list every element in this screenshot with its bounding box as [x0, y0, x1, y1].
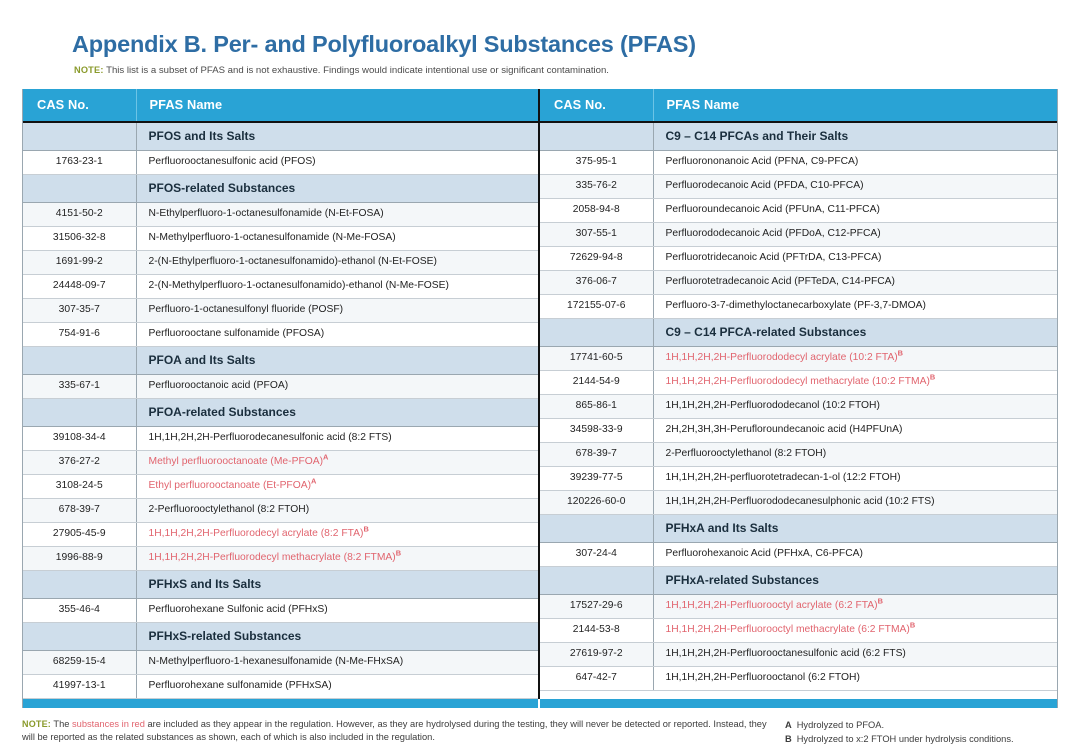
- cell-cas-number: [540, 514, 653, 542]
- footnote-a-text: Hydrolyzed to PFOA.: [796, 719, 885, 730]
- footnote-a: [785, 718, 1058, 732]
- table-row: [540, 418, 1057, 442]
- cell-cas-number: 335-67-1: [23, 374, 136, 398]
- cell-cas-number: 68259-15-4: [23, 650, 136, 674]
- pfas-table-left: [23, 89, 538, 699]
- cell-section-title: C9 – C14 PFCA-related Substances: [653, 318, 1057, 346]
- cell-cas-number: [23, 570, 136, 598]
- footnote-marker: B: [909, 620, 916, 630]
- cell-cas-number: 2058-94-8: [540, 198, 653, 222]
- footer-note-red-phrase: substances in red: [72, 718, 145, 729]
- cell-pfas-name: Perfluorooctanoic acid (PFOA): [136, 374, 538, 398]
- table-row: [23, 546, 538, 570]
- table-row: [23, 598, 538, 622]
- cell-pfas-name: 1H,1H,2H,2H-Perfluorododecyl acrylate (10:2 FTA)$^B$: [653, 346, 1057, 370]
- table-body-right: [540, 122, 1057, 691]
- cell-cas-number: [540, 122, 653, 151]
- section-header-row: [23, 174, 538, 202]
- table-row: [23, 322, 538, 346]
- table-row: [540, 174, 1057, 198]
- cell-pfas-name: 2-Perfluorooctylethanol (8:2 FTOH): [653, 442, 1057, 466]
- table-row: [23, 450, 538, 474]
- cell-pfas-name: 1H,1H,2H,2H-Perfluorodecyl methacrylate (8:2 FTMA)$^B$: [136, 546, 538, 570]
- table-row: [23, 250, 538, 274]
- cell-cas-number: 34598-33-9: [540, 418, 653, 442]
- section-header-row: [540, 318, 1057, 346]
- section-header-row: [540, 514, 1057, 542]
- cell-cas-number: 375-95-1: [540, 150, 653, 174]
- cell-cas-number: 307-24-4: [540, 542, 653, 566]
- cell-cas-number: 2144-54-9: [540, 370, 653, 394]
- cell-cas-number: 3108-24-5: [23, 474, 136, 498]
- cell-pfas-name: Ethyl perfluorooctanoate (Et-PFOA)$^A$: [136, 474, 538, 498]
- section-header-row: [23, 398, 538, 426]
- cell-pfas-name: Perfluorotridecanoic Acid (PFTrDA, C13-PFCA): [653, 246, 1057, 270]
- footnote-b-key: B: [785, 734, 792, 745]
- cell-pfas-name: Perfluorooctane sulfonamide (PFOSA): [136, 322, 538, 346]
- cell-cas-number: 39239-77-5: [540, 466, 653, 490]
- cell-cas-number: 39108-34-4: [23, 426, 136, 450]
- cell-pfas-name: 2-Perfluorooctylethanol (8:2 FTOH): [136, 498, 538, 522]
- footer: [22, 718, 1058, 746]
- cell-pfas-name: Perfluoro-1-octanesulfonyl fluoride (POSF): [136, 298, 538, 322]
- table-row: [540, 394, 1057, 418]
- cell-cas-number: 307-35-7: [23, 298, 136, 322]
- table-row: [540, 594, 1057, 618]
- cell-pfas-name: Perfluorododecanoic Acid (PFDoA, C12-PFCA): [653, 222, 1057, 246]
- cell-section-title: PFHxS-related Substances: [136, 622, 538, 650]
- cell-pfas-name: 2H,2H,3H,3H-Perufloroundecanoic acid (H4PFUnA): [653, 418, 1057, 442]
- column-header-cas: CAS No.: [540, 89, 653, 122]
- cell-cas-number: 1691-99-2: [23, 250, 136, 274]
- section-header-row: [540, 566, 1057, 594]
- cell-section-title: PFHxA-related Substances: [653, 566, 1057, 594]
- cell-cas-number: [540, 318, 653, 346]
- cell-pfas-name: Perfluoro-3-7-dimethyloctanecarboxylate (PF-3,7-DMOA): [653, 294, 1057, 318]
- table-row: [23, 522, 538, 546]
- cell-section-title: C9 – C14 PFCAs and Their Salts: [653, 122, 1057, 151]
- cell-pfas-name: Perfluorononanoic Acid (PFNA, C9-PFCA): [653, 150, 1057, 174]
- cell-pfas-name: Methyl perfluorooctanoate (Me-PFOA)$^A$: [136, 450, 538, 474]
- section-header-row: [23, 346, 538, 374]
- cell-pfas-name: 1H,1H,2H,2H-Perfluorooctyl methacrylate (6:2 FTMA)$^B$: [653, 618, 1057, 642]
- footnote-marker: B: [929, 372, 936, 382]
- table-row: [23, 374, 538, 398]
- cell-pfas-name: 1H,1H,2H,2H-Perfluorododecanesulphonic acid (10:2 FTS): [653, 490, 1057, 514]
- footnote-marker: B: [395, 548, 402, 558]
- cell-pfas-name: 1H,1H,2H,2H-Perfluorododecyl methacrylate (10:2 FTMA)$^B$: [653, 370, 1057, 394]
- column-header-cas: CAS No.: [23, 89, 136, 122]
- footer-note: [22, 718, 767, 746]
- cell-section-title: PFOS-related Substances: [136, 174, 538, 202]
- cell-section-title: PFHxA and Its Salts: [653, 514, 1057, 542]
- footnote-b: [785, 732, 1058, 746]
- cell-cas-number: 27905-45-9: [23, 522, 136, 546]
- cell-pfas-name: Perfluorohexane sulfonamide (PFHxSA): [136, 674, 538, 698]
- table-row: [23, 150, 538, 174]
- table-row: [540, 246, 1057, 270]
- cell-section-title: PFOS and Its Salts: [136, 122, 538, 151]
- footnote-marker: A: [323, 452, 329, 462]
- table-row: [540, 442, 1057, 466]
- cell-pfas-name: 2-(N-Ethylperfluoro-1-octanesulfonamido)-ethanol (N-Et-FOSE): [136, 250, 538, 274]
- table-row: [540, 198, 1057, 222]
- table-row: [23, 226, 538, 250]
- table-row: [540, 666, 1057, 690]
- cell-cas-number: 355-46-4: [23, 598, 136, 622]
- section-header-row: [23, 622, 538, 650]
- cell-cas-number: 678-39-7: [540, 442, 653, 466]
- bottom-bar-right: [540, 699, 1057, 708]
- table-row: [23, 274, 538, 298]
- section-header-row: [23, 122, 538, 151]
- table-row: [540, 150, 1057, 174]
- page-title: Appendix B. Per- and Polyfluoroalkyl Substances (PFAS): [72, 31, 696, 57]
- cell-cas-number: 172155-07-6: [540, 294, 653, 318]
- cell-cas-number: 1763-23-1: [23, 150, 136, 174]
- footer-note-label: NOTE:: [22, 718, 51, 729]
- cell-pfas-name: Perfluorooctanesulfonic acid (PFOS): [136, 150, 538, 174]
- footnote-marker: B: [897, 348, 903, 358]
- cell-cas-number: 31506-32-8: [23, 226, 136, 250]
- table-row: [23, 674, 538, 698]
- cell-cas-number: 647-42-7: [540, 666, 653, 690]
- cell-section-title: PFOA and Its Salts: [136, 346, 538, 374]
- table-row: [540, 346, 1057, 370]
- cell-pfas-name: Perfluorohexane Sulfonic acid (PFHxS): [136, 598, 538, 622]
- footer-note-part1: The: [51, 718, 73, 729]
- table-row: [23, 202, 538, 226]
- cell-cas-number: 27619-97-2: [540, 642, 653, 666]
- cell-cas-number: [540, 566, 653, 594]
- table-row: [23, 474, 538, 498]
- cell-cas-number: 120226-60-0: [540, 490, 653, 514]
- table-head-right: [540, 89, 1057, 122]
- cell-pfas-name: 1H,1H,2H,2H-Perfluorododecanol (10:2 FTOH): [653, 394, 1057, 418]
- header-note: [74, 65, 1058, 77]
- cell-pfas-name: 2-(N-Methylperfluoro-1-octanesulfonamido)-ethanol (N-Me-FOSE): [136, 274, 538, 298]
- table-row: [540, 490, 1057, 514]
- footnote-marker: B: [877, 596, 883, 606]
- cell-cas-number: [23, 622, 136, 650]
- cell-cas-number: 376-27-2: [23, 450, 136, 474]
- cell-cas-number: [23, 174, 136, 202]
- cell-cas-number: 17741-60-5: [540, 346, 653, 370]
- cell-pfas-name: Perfluorodecanoic Acid (PFDA, C10-PFCA): [653, 174, 1057, 198]
- cell-cas-number: [23, 346, 136, 374]
- cell-pfas-name: N-Methylperfluoro-1-octanesulfonamide (N-Me-FOSA): [136, 226, 538, 250]
- table-row: [540, 618, 1057, 642]
- pfas-table: [22, 89, 1058, 699]
- footnote-b-text: Hydrolyzed to x:2 FTOH under hydrolysis conditions.: [796, 734, 1014, 745]
- table-row: [23, 298, 538, 322]
- table-row: [540, 642, 1057, 666]
- cell-pfas-name: Perfluorohexanoic Acid (PFHxA, C6-PFCA): [653, 542, 1057, 566]
- cell-cas-number: 754-91-6: [23, 322, 136, 346]
- footer-note-part2: are included as they appear in the regulation. However, as they are hydrolysed during the testing, they will never be detected or reported. Instead, they will be reported as the related substances as shown, each of which is also included in the regulation.: [22, 718, 767, 743]
- footnote-marker: B: [363, 524, 369, 534]
- cell-cas-number: 4151-50-2: [23, 202, 136, 226]
- cell-cas-number: [23, 122, 136, 151]
- cell-cas-number: 678-39-7: [23, 498, 136, 522]
- cell-pfas-name: 1H,1H,2H,2H-Perfluorodecanesulfonic acid (8:2 FTS): [136, 426, 538, 450]
- cell-pfas-name: 1H,1H,2H,2H-Perfluorooctanol (6:2 FTOH): [653, 666, 1057, 690]
- cell-cas-number: 335-76-2: [540, 174, 653, 198]
- table-body-left: [23, 122, 538, 699]
- cell-cas-number: 72629-94-8: [540, 246, 653, 270]
- table-head-left: [23, 89, 538, 122]
- cell-pfas-name: 1H,1H,2H,2H-perfluorotetradecan-1-ol (12:2 FTOH): [653, 466, 1057, 490]
- section-header-row: [23, 570, 538, 598]
- pfas-table-right: [540, 89, 1057, 691]
- footnote-marker: A: [311, 476, 317, 486]
- table-row: [540, 222, 1057, 246]
- cell-cas-number: 376-06-7: [540, 270, 653, 294]
- cell-cas-number: 24448-09-7: [23, 274, 136, 298]
- cell-cas-number: 41997-13-1: [23, 674, 136, 698]
- table-row: [23, 498, 538, 522]
- cell-pfas-name: 1H,1H,2H,2H-Perfluorooctanesulfonic acid (6:2 FTS): [653, 642, 1057, 666]
- header-note-text: This list is a subset of PFAS and is not exhaustive. Findings would indicate intentional use or significant contamination.: [103, 65, 609, 77]
- table-row: [23, 650, 538, 674]
- cell-pfas-name: N-Ethylperfluoro-1-octanesulfonamide (N-Et-FOSA): [136, 202, 538, 226]
- column-header-pfas-name: PFAS Name: [136, 89, 538, 122]
- cell-section-title: PFOA-related Substances: [136, 398, 538, 426]
- cell-cas-number: 17527-29-6: [540, 594, 653, 618]
- table-row: [540, 270, 1057, 294]
- cell-pfas-name: Perfluoroundecanoic Acid (PFUnA, C11-PFCA): [653, 198, 1057, 222]
- table-row: [540, 294, 1057, 318]
- cell-pfas-name: Perfluorotetradecanoic Acid (PFTeDA, C14-PFCA): [653, 270, 1057, 294]
- bottom-bar-left: [23, 699, 540, 708]
- cell-pfas-name: 1H,1H,2H,2H-Perfluorodecyl acrylate (8:2 FTA)$^B$: [136, 522, 538, 546]
- table-bottom-bar: [22, 699, 1058, 708]
- pfas-table-right-half: [540, 89, 1057, 699]
- cell-cas-number: 865-86-1: [540, 394, 653, 418]
- header-row: [540, 89, 1057, 122]
- section-header-row: [540, 122, 1057, 151]
- cell-cas-number: 307-55-1: [540, 222, 653, 246]
- pfas-table-left-half: [23, 89, 540, 699]
- cell-pfas-name: N-Methylperfluoro-1-hexanesulfonamide (N-Me-FHxSA): [136, 650, 538, 674]
- cell-cas-number: [23, 398, 136, 426]
- cell-section-title: PFHxS and Its Salts: [136, 570, 538, 598]
- cell-cas-number: 2144-53-8: [540, 618, 653, 642]
- footnote-a-key: A: [785, 719, 792, 730]
- table-row: [540, 466, 1057, 490]
- column-header-pfas-name: PFAS Name: [653, 89, 1057, 122]
- footnote-legend: [767, 718, 1058, 746]
- cell-cas-number: 1996-88-9: [23, 546, 136, 570]
- table-row: [540, 542, 1057, 566]
- table-row: [540, 370, 1057, 394]
- cell-pfas-name: 1H,1H,2H,2H-Perfluorooctyl acrylate (6:2 FTA)$^B$: [653, 594, 1057, 618]
- header-row: [23, 89, 538, 122]
- table-row: [23, 426, 538, 450]
- header-note-label: NOTE:: [74, 65, 104, 76]
